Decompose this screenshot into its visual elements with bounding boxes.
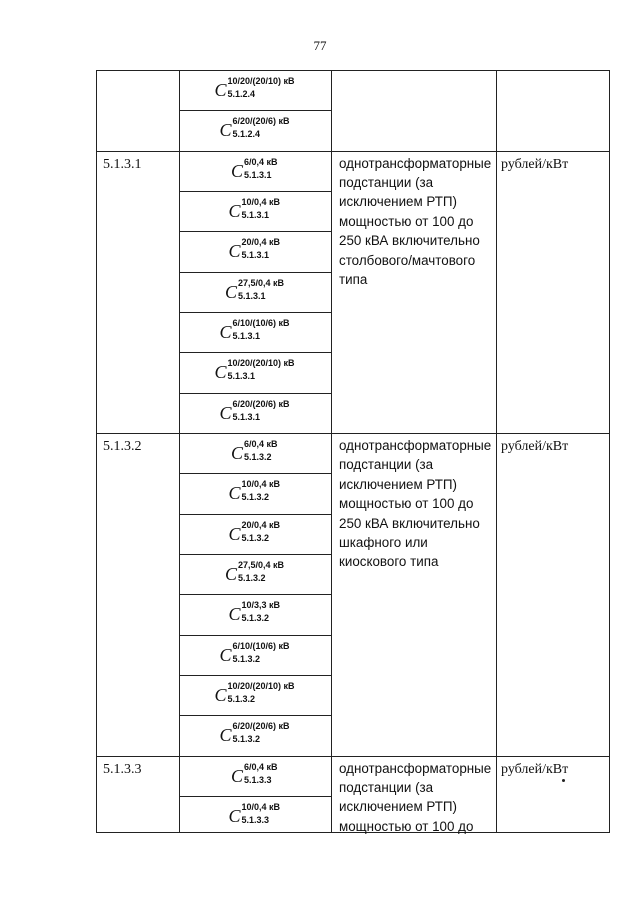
formula-superscript: 10/3,3 кВ: [241, 600, 281, 610]
description-line: мощностью от 100 до: [339, 818, 474, 834]
formula-symbol: [180, 318, 330, 342]
formula-subscript: 5.1.3.2: [232, 654, 261, 664]
formula-letter: C 27,5/0,4 кВ 5.1.3.1: [224, 278, 285, 302]
description-line: исключением РТП): [339, 799, 458, 815]
formula-symbol: [180, 76, 330, 100]
table-rule: [179, 191, 332, 192]
formula-subscript: 5.1.3.1: [227, 371, 256, 381]
formula-symbol: [180, 560, 330, 584]
row-description: [339, 154, 492, 290]
formula-letter: C 6/0,4 кВ 5.1.3.1: [230, 157, 278, 181]
formula-superscript: 20/0,4 кВ: [241, 237, 281, 247]
formula-subscript: 5.1.3.2: [241, 613, 270, 623]
table-rule: [179, 675, 332, 676]
description-line: столбового/мачтового: [339, 252, 476, 268]
description-line: подстанции (за: [339, 780, 434, 796]
formula-symbol: [180, 358, 330, 382]
table-rule: [179, 393, 332, 394]
formula-superscript: 6/10/(10/6) кВ: [232, 641, 290, 651]
formula-subscript: 5.1.3.1: [238, 291, 266, 301]
formula-superscript: 10/20/(20/10) кВ: [227, 76, 295, 86]
formula-superscript: 10/0,4 кВ: [241, 479, 281, 489]
table-rule: [179, 352, 332, 353]
table-rule: [96, 756, 610, 757]
formula-subscript: 5.1.3.3: [241, 815, 270, 825]
formula-superscript: 6/0,4 кВ: [244, 157, 278, 167]
description-line: подстанции (за: [339, 175, 434, 191]
formula-superscript: 27,5/0,4 кВ: [238, 560, 285, 570]
page-number: 77: [313, 38, 327, 53]
formula-symbol: [180, 278, 330, 302]
description-line: 250 кВА включительно: [339, 233, 480, 249]
formula-letter: C 6/10/(10/6) кВ 5.1.3.1: [219, 318, 290, 342]
formula-letter: C 20/0,4 кВ 5.1.3.1: [228, 237, 281, 261]
formula-superscript: 6/20/(20/6) кВ: [232, 399, 290, 409]
description-line: подстанции (за: [339, 457, 434, 473]
formula-letter: C 10/3,3 кВ 5.1.3.2: [228, 600, 281, 624]
formula-subscript: 5.1.3.2: [241, 533, 270, 543]
formula-letter: C 6/0,4 кВ 5.1.3.2: [230, 439, 278, 463]
formula-letter: C 10/0,4 кВ 5.1.3.3: [228, 802, 281, 826]
formula-superscript: 6/0,4 кВ: [244, 762, 278, 772]
scan-speck: [562, 779, 565, 782]
formula-symbol: [180, 762, 330, 786]
formula-letter: C 6/20/(20/6) кВ 5.1.3.1: [219, 399, 290, 423]
formula-symbol: [180, 197, 330, 221]
row-code: 5.1.3.1: [103, 156, 142, 172]
formula-subscript: 5.1.3.1: [244, 170, 272, 180]
description-line: типа: [339, 272, 368, 288]
formula-subscript: 5.1.3.2: [238, 573, 266, 583]
table-rule: [179, 514, 332, 515]
formula-subscript: 5.1.3.2: [244, 452, 272, 462]
formula-subscript: 5.1.3.1: [241, 210, 270, 220]
formula-superscript: 10/20/(20/10) кВ: [227, 358, 295, 368]
formula-symbol: [180, 479, 330, 503]
formula-superscript: 6/0,4 кВ: [244, 439, 278, 449]
table-rule: [179, 594, 332, 595]
formula-letter: C 27,5/0,4 кВ 5.1.3.2: [224, 560, 285, 584]
formula-superscript: 6/20/(20/6) кВ: [232, 721, 290, 731]
row-code: 5.1.3.3: [103, 761, 142, 777]
description-line: киоскового типа: [339, 554, 439, 570]
formula-symbol: [180, 600, 330, 624]
description-line: 250 кВА включительно: [339, 515, 480, 531]
table-rule: [96, 70, 610, 71]
formula-letter: C 10/20/(20/10) кВ 5.1.2.4: [214, 76, 295, 100]
formula-letter: C 6/20/(20/6) кВ 5.1.2.4: [219, 116, 290, 140]
row-description: [339, 436, 492, 572]
formula-letter: C 10/0,4 кВ 5.1.3.2: [228, 479, 281, 503]
table-rule: [179, 110, 332, 111]
row-unit: рублей/кВт: [501, 438, 569, 454]
row-unit: рублей/кВт: [501, 761, 569, 777]
description-line: мощностью от 100 до: [339, 213, 474, 229]
formula-subscript: 5.1.3.1: [232, 331, 261, 341]
description-line: исключением РТП): [339, 194, 458, 210]
table-rule: [96, 151, 610, 152]
formula-superscript: 10/0,4 кВ: [241, 197, 281, 207]
formula-letter: C 20/0,4 кВ 5.1.3.2: [228, 520, 281, 544]
formula-subscript: 5.1.2.4: [232, 129, 261, 139]
formula-superscript: 10/0,4 кВ: [241, 802, 281, 812]
formula-superscript: 6/10/(10/6) кВ: [232, 318, 290, 328]
table-rule: [179, 715, 332, 716]
table-rule: [179, 272, 332, 273]
formula-letter: C 10/0,4 кВ 5.1.3.1: [228, 197, 281, 221]
description-line: однотрансформаторные: [339, 155, 492, 171]
formula-letter: C 10/20/(20/10) кВ 5.1.3.1: [214, 358, 295, 382]
formula-symbol: [180, 116, 330, 140]
formula-symbol: [180, 802, 330, 826]
description-line: однотрансформаторные: [339, 437, 492, 453]
table-rule: [96, 433, 610, 434]
formula-symbol: [180, 237, 330, 261]
table-rule: [609, 70, 610, 833]
row-code: 5.1.3.2: [103, 438, 142, 454]
formula-letter: C 6/10/(10/6) кВ 5.1.3.2: [219, 641, 290, 665]
formula-subscript: 5.1.3.1: [232, 412, 261, 422]
formula-letter: C 6/20/(20/6) кВ 5.1.3.2: [219, 721, 290, 745]
formula-symbol: [180, 641, 330, 665]
table-rule: [496, 70, 497, 833]
table-rule: [96, 70, 97, 833]
formula-subscript: 5.1.3.3: [244, 775, 272, 785]
formula-letter: C 10/20/(20/10) кВ 5.1.3.2: [214, 681, 295, 705]
formula-symbol: [180, 439, 330, 463]
description-line: однотрансформаторные: [339, 760, 492, 776]
formula-letter: C 6/0,4 кВ 5.1.3.3: [230, 762, 278, 786]
formula-symbol: [180, 681, 330, 705]
table-rule: [179, 554, 332, 555]
formula-superscript: 20/0,4 кВ: [241, 520, 281, 530]
formula-superscript: 27,5/0,4 кВ: [238, 278, 285, 288]
table-rule: [179, 473, 332, 474]
table-rule: [179, 231, 332, 232]
formula-symbol: [180, 157, 330, 181]
description-line: мощностью от 100 до: [339, 496, 474, 512]
formula-symbol: [180, 721, 330, 745]
description-line: исключением РТП): [339, 476, 458, 492]
row-description: [339, 759, 492, 837]
formula-subscript: 5.1.2.4: [227, 89, 256, 99]
formula-subscript: 5.1.3.1: [241, 250, 270, 260]
formula-symbol: [180, 399, 330, 423]
formula-subscript: 5.1.3.2: [232, 734, 261, 744]
formula-subscript: 5.1.3.2: [241, 492, 270, 502]
description-line: шкафного или: [339, 535, 428, 550]
table-rule: [331, 70, 332, 833]
table-rule: [179, 312, 332, 313]
table-rule: [179, 635, 332, 636]
formula-symbol: [180, 520, 330, 544]
formula-superscript: 10/20/(20/10) кВ: [227, 681, 295, 691]
formula-subscript: 5.1.3.2: [227, 694, 256, 704]
row-unit: рублей/кВт: [501, 156, 569, 172]
table-rule: [179, 796, 332, 797]
formula-superscript: 6/20/(20/6) кВ: [232, 116, 290, 126]
